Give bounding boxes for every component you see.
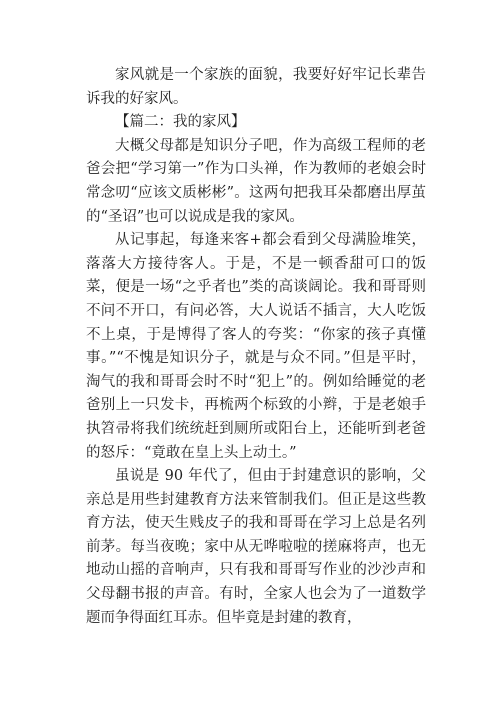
- paragraph-guests: 从记事起，每逢来客+都会看到父母满脸堆笑，落落大方接待客人。于是，不是一顿香甜可口的饭菜，便是一场“之乎者也”类的高谈阔论。我和哥哥则不问不开口，有问必答，大人说话不插言，大人吃饭不上桌，于是博得了客人的夸奖：“你家的孩子真懂事。”“不愧是知识分子，就是与众不同。”但是平时，淘气的我和哥哥会时不时“犯上”的。例如给睡觉的老爸别上一只发卡，再梳两个标致的小辫，于是老娘手执笤帚将我们统统赶到厕所或阳台上，还能听到老爸的怒斥：“竟敢在皇上头上动土。”: [86, 232, 426, 461]
- document-body: [86, 64, 426, 630]
- paragraph-family-motto: 大概父母都是知识分子吧，作为高级工程师的老爸会把“学习第一”作为口头禅，作为教师的老娘会时常念叨“应该文质彬彬”。这两句把我耳朵都磨出厚茧的“圣诏”也可以说成是我的家风。: [86, 137, 426, 225]
- section-heading: 【篇二：我的家风】: [115, 114, 246, 131]
- paragraph-education: 虽说是 90 年代了，但由于封建意识的影响，父亲总是用些封建教育方法来管制我们。但正是这些教育方法，使天生贱皮子的我和哥哥在学习上总是名列前茅。每当夜晚；家中从无哗啦啦的搓麻将声，也无地动山摇的音响声，只有我和哥哥写作业的沙沙声和父母翻书报的声音。有时，全家人也会为了一道数学题而争得面红耳赤。但毕竟是封建的教育，: [86, 468, 426, 626]
- paragraph-intro-ending: 家风就是一个家族的面貌，我要好好牢记长辈告诉我的好家风。: [86, 67, 426, 107]
